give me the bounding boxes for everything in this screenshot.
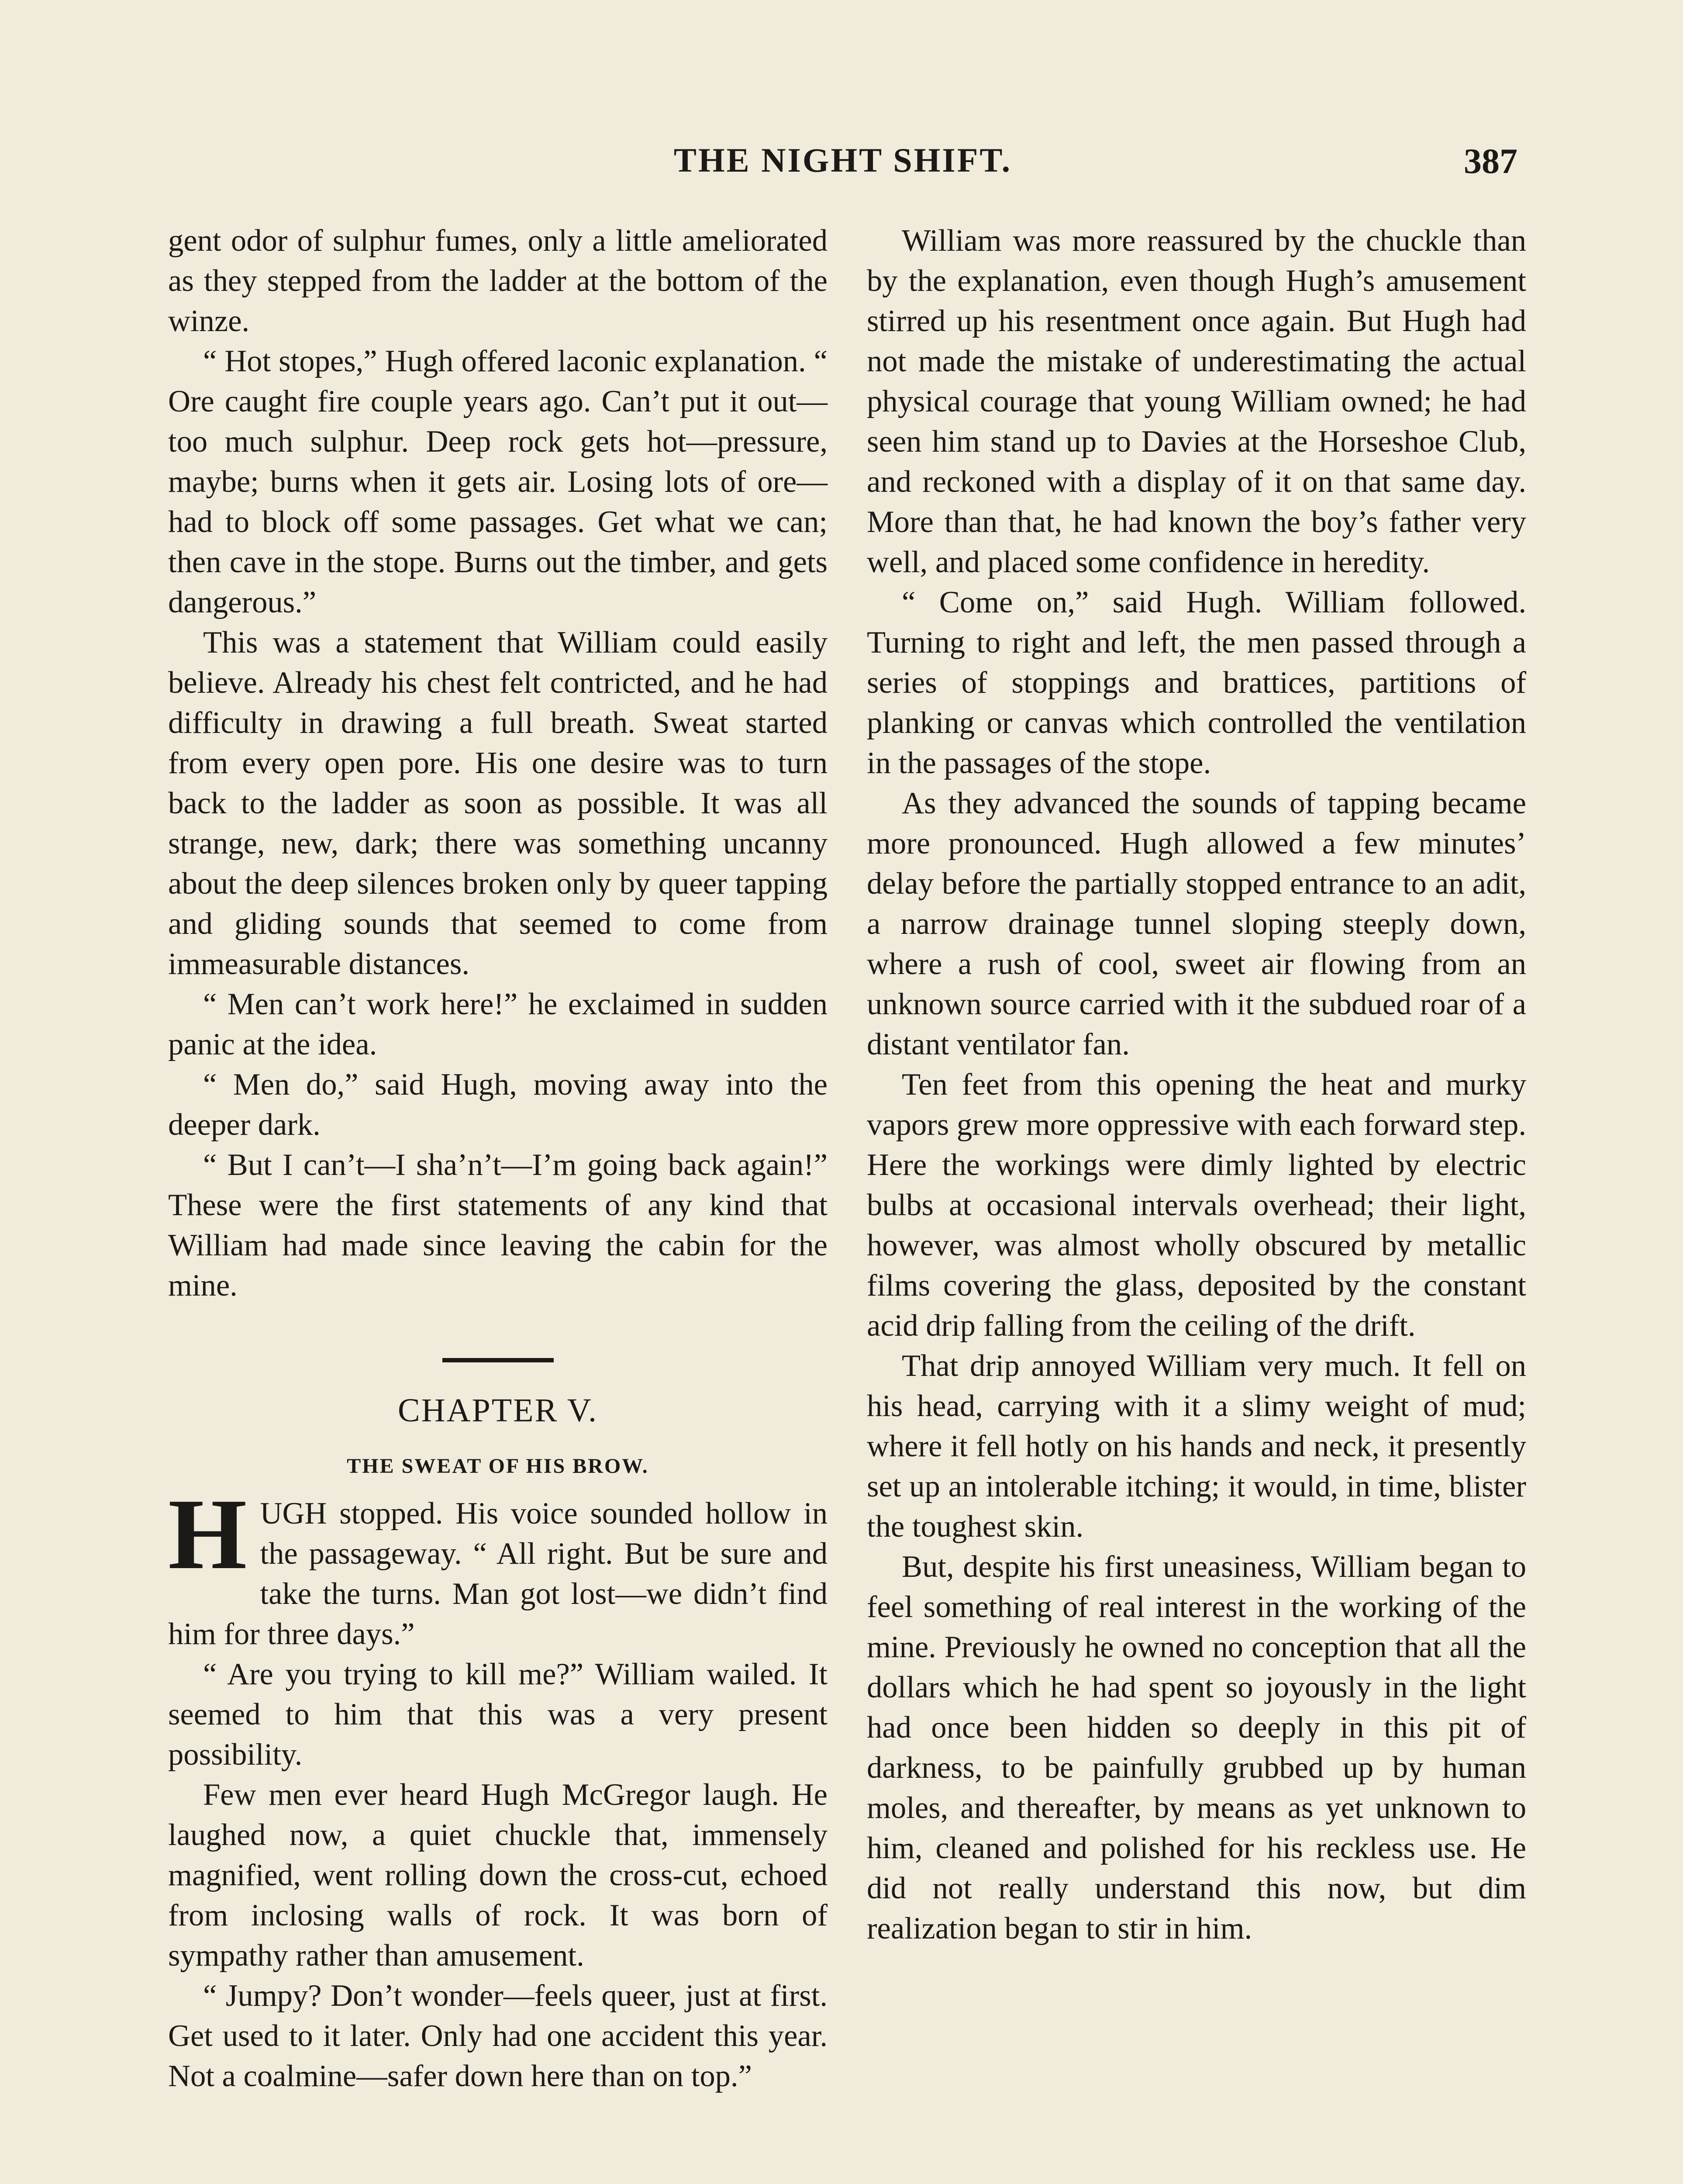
paragraph: “ Come on,” said Hugh. William followed. Turning to right and left, the men passed through a series of stoppings and brattices, partitions of planking or canvas which controlled the ventilation in the passages of the stope. [867,585,1526,780]
paragraph: “ Men can’t work here!” he exclaimed in sudden panic at the idea. [168,987,828,1061]
right-column [867,221,1526,1949]
running-title: THE NIGHT SHIFT. [673,141,1012,179]
paragraph: As they advanced the sounds of tapping became more pronounced. Hugh allowed a few minutes’ delay before the partially stopped entrance to an adit, a narrow drainage tunnel sloping steeply down, where a rush of cool, sweet air flowing from an unknown source carried with it the subdued roar of a distant ventilator fan. [867,786,1526,1061]
paragraph-text: UGH stopped. His voice sounded hollow in the passageway. “ All right. But be sure and take the turns. Man got lost—we didn’t find him for three days.” [168,1496,828,1651]
left-column [168,221,828,2096]
paragraph: This was a statement that William could easily believe. Already his chest felt contricted, and he had difficulty in drawing a full breath. Sweat started from every open pore. His one desire was to turn back to the ladder as soon as possible. It was all strange, new, dark; there was something uncanny about the deep silences broken only by queer tapping and gliding sounds that seemed to come from immeasurable distances. [168,625,828,981]
paragraph: “ Men do,” said Hugh, moving away into the deeper dark. [168,1068,828,1142]
paragraph: Few men ever heard Hugh McGregor laugh. He laughed now, a quiet chuckle that, immensely magnified, went rolling down the cross-cut, echoed from inclosing walls of rock. It was born of sympathy rather than amusement. [168,1778,828,1973]
chapter-heading: CHAPTER V. [398,1392,598,1429]
paragraph: Ten feet from this opening the heat and murky vapors grew more oppressive with each forward step. Here the workings were dimly lighted by electric bulbs at occasional intervals overhead; their light, however, was almost wholly obscured by metallic films covering the glass, deposited by the constant acid drip falling from the ceiling of the drift. [867,1068,1526,1343]
paragraph: gent odor of sulphur fumes, only a little ameliorated as they stepped from the ladder at the bottom of the winze. [168,224,828,338]
paragraph: But, despite his first uneasiness, William began to feel something of real interest in the working of the mine. Previously he owned no conception that all the dollars which he had spent so joyously in the light had once been hidden so deeply in this pit of darkness, to be painfully grubbed up by human moles, and thereafter, by means as yet unknown to him, cleaned and polished for his reckless use. He did not really understand this now, but dim realization began to stir in him. [867,1550,1526,1946]
chapter-opening-paragraph [168,1478,828,1654]
page-number: 387 [1464,141,1517,181]
page-header [168,141,1517,189]
section-divider [442,1358,554,1362]
paragraph: “ Are you trying to kill me?” William wailed. It seemed to him that this was a very present possibility. [168,1657,828,1772]
chapter-subtitle: THE SWEAT OF HIS BROW. [347,1455,649,1478]
paragraph: That drip annoyed William very much. It fell on his head, carrying with it a slimy weight of mud; where it fell hotly on his hands and neck, it presently set up an intolerable itching; it would, in time, blister the toughest skin. [867,1349,1526,1544]
paragraph: “ Hot stopes,” Hugh offered laconic explanation. “ Ore caught fire couple years ago. Can’t put it out—too much sulphur. Deep rock gets hot—pressure, maybe; burns when it gets air. Losing lots of ore—had to block off some passages. Get what we can; then cave in the stope. Burns out the timber, and gets dangerous.” [168,344,828,619]
paragraph: William was more reassured by the chuckle than by the explanation, even though Hugh’s amusement stirred up his resentment once again. But Hugh had not made the mistake of underestimating the actual physical courage that young William owned; he had seen him stand up to Davies at the Horseshoe Club, and reckoned with a display of it on that same day. More than that, he had known the boy’s father very well, and placed some confidence in heredity. [867,224,1526,579]
paragraph: “ But I can’t—I sha’n’t—I’m going back again!” These were the first statements of any kind that William had made since leaving the cabin for the mine. [168,1148,828,1303]
paragraph: “ Jumpy? Don’t wonder—feels queer, just at first. Get used to it later. Only had one accident this year. Not a coalmine—safer down here than on top.” [168,1979,828,2093]
drop-cap: H [168,1478,247,1590]
